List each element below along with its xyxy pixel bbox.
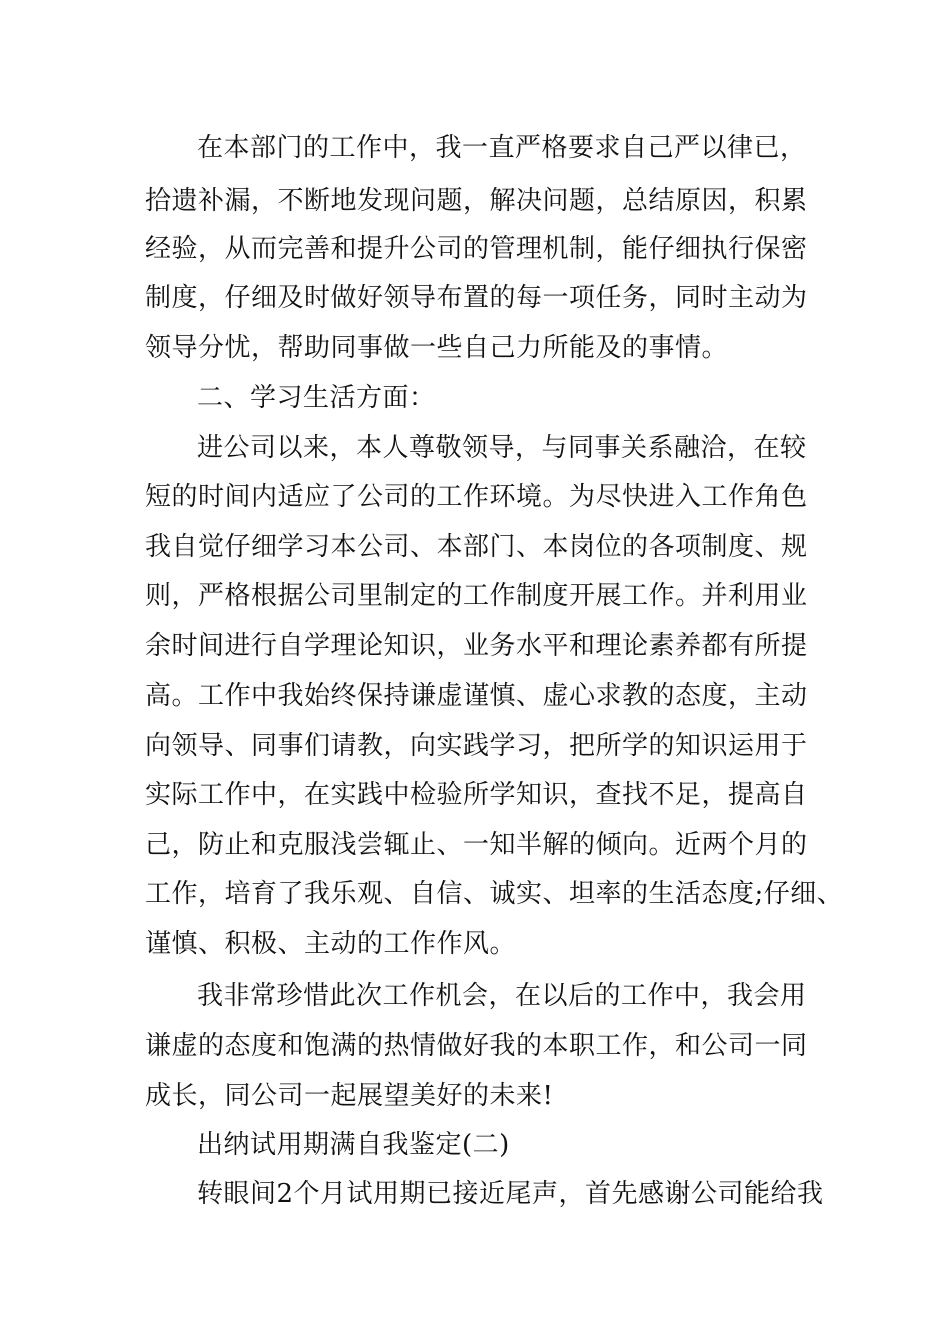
paragraph-line: 我自觉仔细学习本公司、本部门、本岗位的各项制度、规 [145, 532, 808, 562]
paragraph-line: 进公司以来，本人尊敬领导，与同事关系融洽，在较 [197, 433, 807, 463]
section-heading: 二、学习生活方面： [197, 383, 436, 413]
paragraph-line: 己，防止和克服浅尝辄止、一知半解的倾向。近两个月的 [145, 830, 808, 860]
paragraph-line: 工作，培育了我乐观、自信、诚实、坦率的生活态度;仔细、 [145, 879, 844, 909]
paragraph-line: 实际工作中，在实践中检验所学知识，查找不足，提高自 [145, 780, 808, 810]
paragraph-line: 领导分忧，帮助同事做一些自己力所能及的事情。 [145, 333, 729, 363]
paragraph-line: 谨慎、积极、主动的工作作风。 [145, 929, 517, 959]
paragraph-line: 向领导、同事们请教，向实践学习，把所学的知识运用于 [145, 731, 808, 761]
paragraph-line: 制度，仔细及时做好领导布置的每一项任务，同时主动为 [145, 283, 808, 313]
paragraph-line: 则，严格根据公司里制定的工作制度开展工作。并利用业 [145, 581, 808, 611]
paragraph-line: 谦虚的态度和饱满的热情做好我的本职工作，和公司一同 [145, 1031, 808, 1061]
paragraph-line: 我非常珍惜此次工作机会，在以后的工作中，我会用 [197, 981, 807, 1011]
paragraph-line: 拾遗补漏，不断地发现问题，解决问题，总结原因，积累 [145, 186, 808, 216]
paragraph-line: 成长，同公司一起展望美好的未来! [145, 1081, 554, 1111]
paragraph-line: 经验，从而完善和提升公司的管理机制，能仔细执行保密 [145, 234, 808, 264]
paragraph-line: 高。工作中我始终保持谦虚谨慎、虚心求教的态度，主动 [145, 681, 808, 711]
paragraph-line: 在本部门的工作中，我一直严格要求自己严以律已， [197, 133, 807, 163]
paragraph-line: 转眼间2个月试用期已接近尾声，首先感谢公司能给我 [197, 1179, 824, 1209]
paragraph-line: 余时间进行自学理论知识，业务水平和理论素养都有所提 [145, 631, 808, 661]
section-heading: 出纳试用期满自我鉴定(二) [197, 1130, 510, 1160]
paragraph-line: 短的时间内适应了公司的工作环境。为尽快进入工作角色 [145, 482, 808, 512]
